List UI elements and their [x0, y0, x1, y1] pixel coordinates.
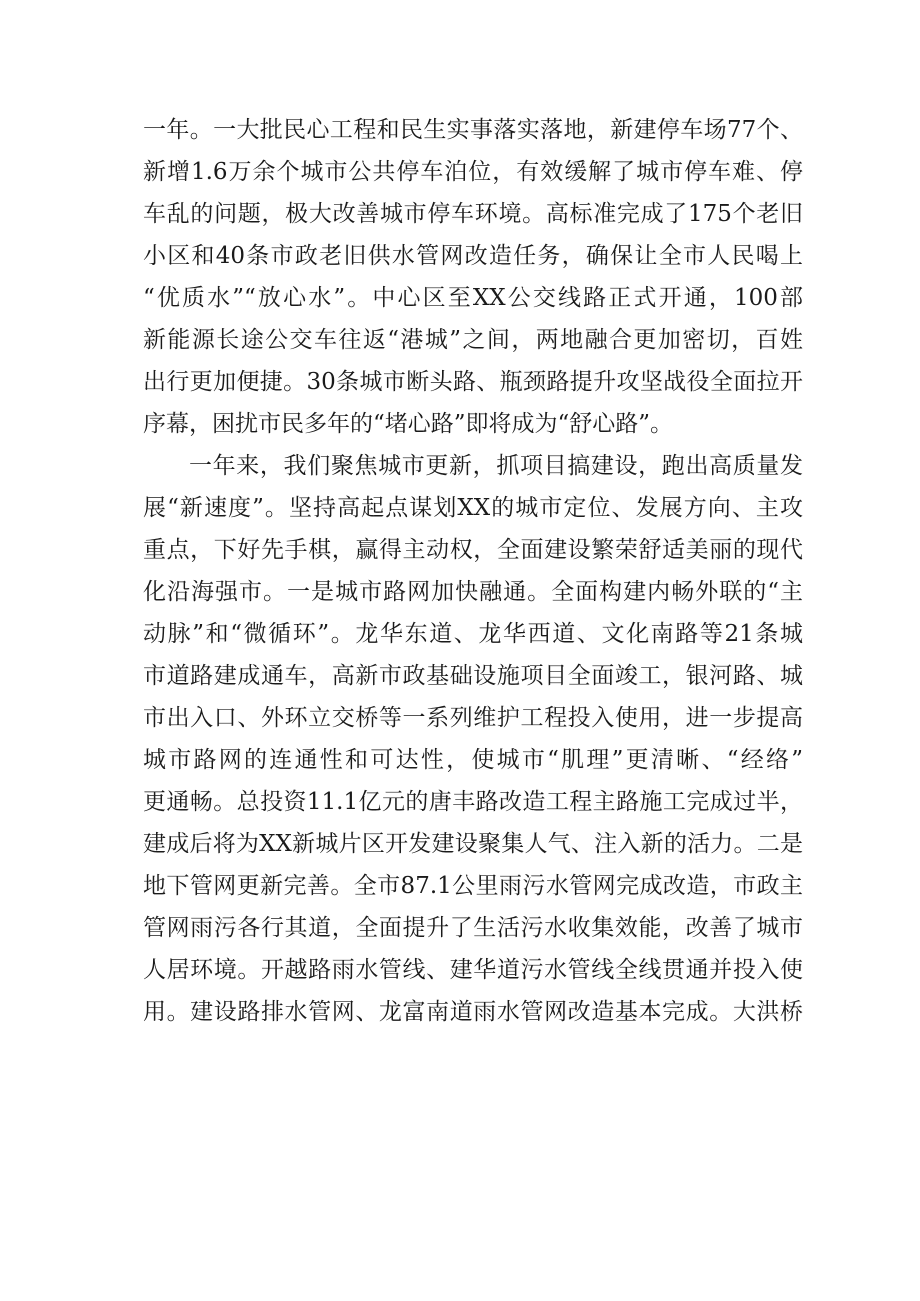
text-line: 车乱的问题，极大改善城市停车环境。高标准完成了175个老旧 [143, 201, 803, 227]
text-line: 出行更加便捷。30条城市断头路、瓶颈路提升攻坚战役全面拉开 [143, 369, 803, 395]
text-line: 动脉”和“微循环”。龙华东道、龙华西道、文化南路等21条城 [143, 621, 803, 647]
text-line: 城市路网的连通性和可达性，使城市“肌理”更清晰、“经络” [143, 747, 803, 773]
text-line: 小区和40条市政老旧供水管网改造任务，确保让全市人民喝上 [143, 243, 803, 269]
text-line: 用。建设路排水管网、龙富南道雨水管网改造基本完成。大洪桥 [143, 999, 803, 1025]
body-text [143, 109, 803, 1033]
text-line: 展“新速度”。坚持高起点谋划XX的城市定位、发展方向、主攻 [143, 495, 803, 521]
text-line: 市出入口、外环立交桥等一系列维护工程投入使用，进一步提高 [143, 705, 803, 731]
paragraph-1 [143, 109, 803, 445]
text-line: 重点，下好先手棋，赢得主动权，全面建设繁荣舒适美丽的现代 [143, 537, 803, 563]
text-line: “优质水”“放心水”。中心区至XX公交线路正式开通，100部 [143, 285, 803, 311]
text-line: 化沿海强市。一是城市路网加快融通。全面构建内畅外联的“主 [143, 579, 803, 605]
text-line: 序幕，困扰市民多年的“堵心路”即将成为“舒心路”。 [143, 411, 674, 437]
text-line: 市道路建成通车，高新市政基础设施项目全面竣工，银河路、城 [143, 663, 803, 689]
text-line: 一年。一大批民心工程和民生实事落实落地，新建停车场77个、 [143, 117, 803, 143]
text-line: 一年来，我们聚焦城市更新，抓项目搞建设，跑出高质量发 [189, 453, 803, 479]
text-line: 人居环境。开越路雨水管线、建华道污水管线全线贯通并投入使 [143, 957, 803, 983]
text-line: 地下管网更新完善。全市87.1公里雨污水管网完成改造，市政主 [143, 873, 803, 899]
paragraph-2 [143, 445, 803, 1033]
text-line: 管网雨污各行其道，全面提升了生活污水收集效能，改善了城市 [143, 915, 803, 941]
text-line: 建成后将为XX新城片区开发建设聚集人气、注入新的活力。二是 [143, 831, 803, 857]
text-line: 更通畅。总投资11.1亿元的唐丰路改造工程主路施工完成过半， [143, 789, 803, 815]
text-line: 新能源长途公交车往返“港城”之间，两地融合更加密切，百姓 [143, 327, 803, 353]
text-line: 新增1.6万余个城市公共停车泊位，有效缓解了城市停车难、停 [143, 159, 803, 185]
